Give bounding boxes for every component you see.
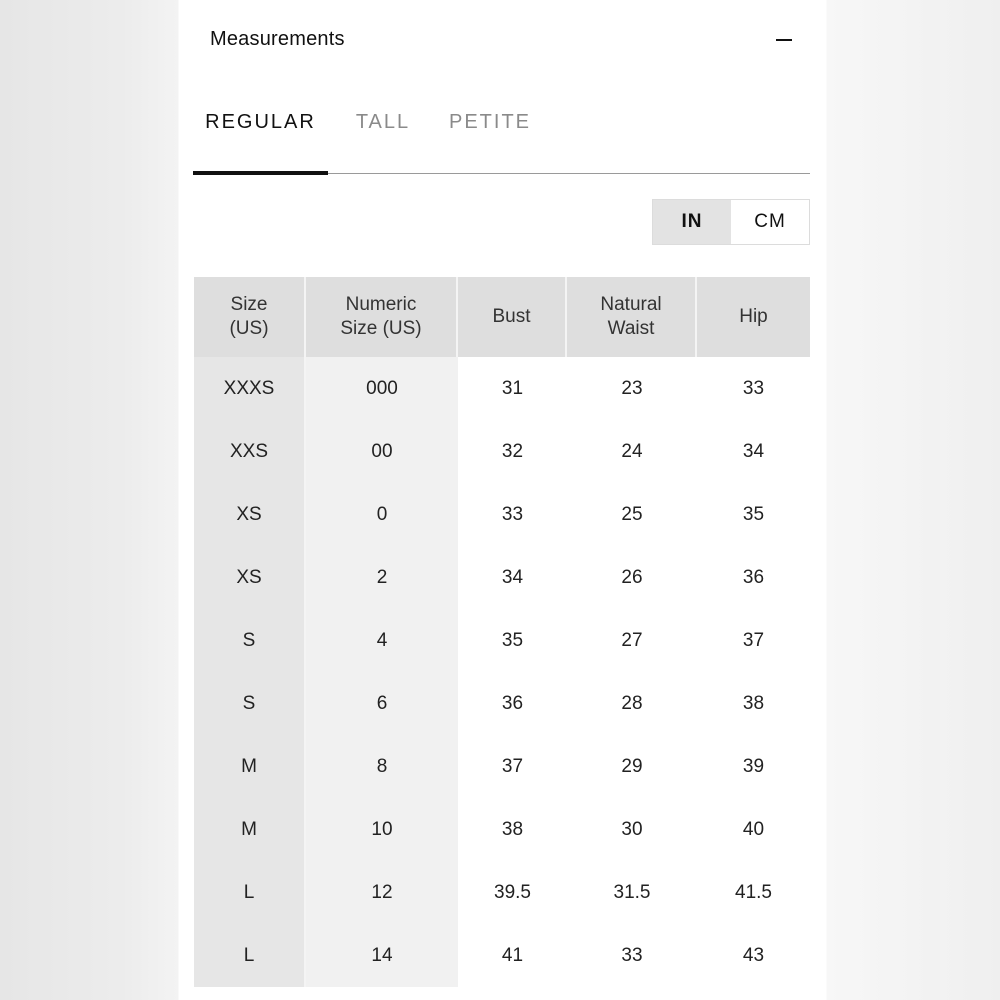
bust-cell: 31: [458, 357, 567, 420]
bust-cell: 37: [458, 735, 567, 798]
hip-cell: 39: [697, 735, 810, 798]
size-cell: XS: [194, 483, 306, 546]
bust-cell: 33: [458, 483, 567, 546]
active-tab-indicator: [193, 171, 328, 175]
numeric-size-cell: 2: [306, 546, 458, 609]
bust-cell: 38: [458, 798, 567, 861]
tab-regular[interactable]: REGULAR: [205, 111, 316, 133]
size-cell: M: [194, 798, 306, 861]
size-cell: S: [194, 609, 306, 672]
waist-cell: 27: [567, 609, 697, 672]
table-row: [194, 924, 810, 987]
header-natural-waist: Natural Waist: [567, 277, 697, 357]
numeric-size-cell: 00: [306, 420, 458, 483]
numeric-size-cell: 12: [306, 861, 458, 924]
size-cell: L: [194, 924, 306, 987]
numeric-size-cell: 8: [306, 735, 458, 798]
hip-cell: 43: [697, 924, 810, 987]
collapse-button[interactable]: [771, 27, 797, 53]
tab-petite[interactable]: PETITE: [448, 111, 531, 133]
table-row: [194, 609, 810, 672]
bust-cell: 39.5: [458, 861, 567, 924]
hip-cell: 34: [697, 420, 810, 483]
hip-cell: 36: [697, 546, 810, 609]
numeric-size-cell: 14: [306, 924, 458, 987]
waist-cell: 28: [567, 672, 697, 735]
unit-in-button[interactable]: IN: [653, 200, 731, 244]
hip-cell: 35: [697, 483, 810, 546]
table-header-row: [194, 277, 810, 357]
size-cell: S: [194, 672, 306, 735]
bust-cell: 34: [458, 546, 567, 609]
numeric-size-cell: 4: [306, 609, 458, 672]
hip-cell: 41.5: [697, 861, 810, 924]
bust-cell: 41: [458, 924, 567, 987]
waist-cell: 30: [567, 798, 697, 861]
waist-cell: 23: [567, 357, 697, 420]
header-size-us: Size (US): [194, 277, 306, 357]
size-cell: XXXS: [194, 357, 306, 420]
bust-cell: 36: [458, 672, 567, 735]
numeric-size-cell: 0: [306, 483, 458, 546]
waist-cell: 33: [567, 924, 697, 987]
waist-cell: 31.5: [567, 861, 697, 924]
unit-toggle: [652, 199, 810, 245]
numeric-size-cell: 10: [306, 798, 458, 861]
numeric-size-cell: 6: [306, 672, 458, 735]
hip-cell: 37: [697, 609, 810, 672]
size-chart-table: [194, 277, 810, 987]
table-row: [194, 861, 810, 924]
measurements-title: Measurements: [210, 28, 345, 50]
hip-cell: 33: [697, 357, 810, 420]
table-row: [194, 483, 810, 546]
minus-icon: [776, 39, 792, 41]
size-cell: L: [194, 861, 306, 924]
table-row: [194, 420, 810, 483]
unit-cm-button[interactable]: CM: [754, 211, 786, 232]
bust-cell: 35: [458, 609, 567, 672]
table-row: [194, 798, 810, 861]
fit-tabs: [193, 103, 810, 175]
size-guide-panel: [179, 9, 826, 1000]
header-numeric-size: Numeric Size (US): [306, 277, 458, 357]
table-body: [194, 357, 810, 987]
waist-cell: 25: [567, 483, 697, 546]
bust-cell: 32: [458, 420, 567, 483]
header-bust: Bust: [458, 277, 567, 357]
size-cell: M: [194, 735, 306, 798]
waist-cell: 24: [567, 420, 697, 483]
hip-cell: 38: [697, 672, 810, 735]
header-hip: Hip: [697, 277, 810, 357]
table-row: [194, 672, 810, 735]
waist-cell: 26: [567, 546, 697, 609]
measurements-accordion-header[interactable]: [179, 9, 826, 71]
waist-cell: 29: [567, 735, 697, 798]
numeric-size-cell: 000: [306, 357, 458, 420]
hip-cell: 40: [697, 798, 810, 861]
table-row: [194, 546, 810, 609]
table-row: [194, 357, 810, 420]
size-cell: XS: [194, 546, 306, 609]
table-row: [194, 735, 810, 798]
tab-tall[interactable]: TALL: [355, 111, 411, 133]
size-cell: XXS: [194, 420, 306, 483]
